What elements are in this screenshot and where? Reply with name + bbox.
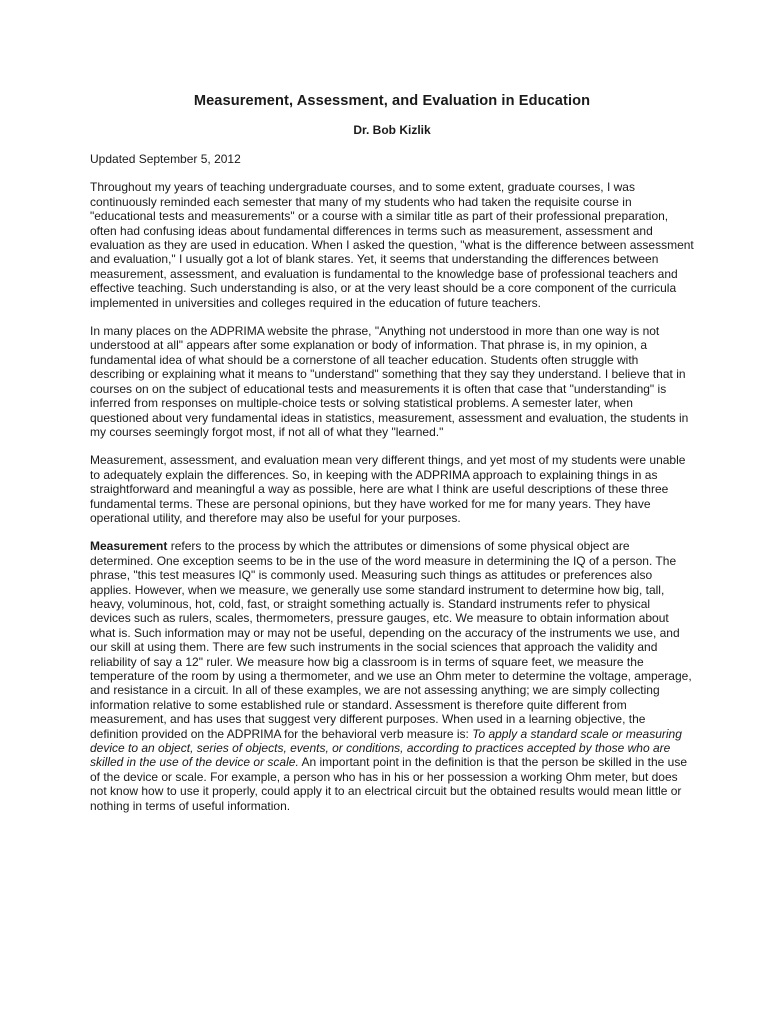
measurement-text-before-quote: refers to the process by which the attributes or dimensions of some physical object are determined. One exception seems to be in the use of the word measure in determining the IQ of a person. The phrase, "this test measures IQ" is commonly used. Measuring such things as attitudes or preferences also applies. However, when we measure, we generally use some standard instrument to determine how big, tall, heavy, voluminous, hot, cold, fast, or straight something actually is. Standard instruments refer to physical devices such as rulers, scales, thermometers, pressure gauges, etc. We measure to obtain information about what is. Such information may or may not be useful, depending on the accuracy of the instruments we use, and our skill at using them. There are few such instruments in the social sciences that approach the validity and reliability of say a 12" ruler. We measure how big a classroom is in terms of square feet, we measure the temperature of the room by using a thermometer, and we use an Ohm meter to determine the voltage, amperage, and resistance in a circuit. In all of these examples, we are not assessing anything; we are simply collecting information relative to some established rule or standard. Assessment is therefore quite different from measurement, and has uses that suggest very different purposes. When used in a learning objective, the definition provided on the ADPRIMA for the behavioral verb measure is: — [90, 539, 692, 741]
measurement-text-after-quote: An important point in the definition is that the person be skilled in the use of the device or scale. For example, a person who has in his or her possession a working Ohm meter, but does not know how to use it properly, could apply it to an electrical circuit but the obtained results would mean little or nothing in terms of useful information. — [90, 755, 688, 813]
document-updated-date: Updated September 5, 2012 — [90, 152, 241, 166]
document-title: Measurement, Assessment, and Evaluation in Education — [193, 93, 591, 109]
measurement-term: Measurement — [90, 539, 168, 554]
paragraph-measurement — [90, 539, 694, 813]
paragraph-understanding: In many places on the ADPRIMA website the phrase, "Anything not understood in more than one way is not understood at all" appears after some explanation or body of information. That phrase is, in my opinion, a fundamental idea of what should be a cornerstone of all teacher education. Students often struggle with describing or explaining what it means to "understand" something that they say they understand. I believe that in courses on on the subject of educational tests and measurements it is often that case that "understanding" is inferred from responses on multiple-choice tests or solving statistical problems. A semester later, when questioned about very fundamental ideas in statistics, measurement, assessment and evaluation, the students in my courses seemingly forgot most, if not all of what they "learned." — [90, 324, 689, 439]
paragraph-intro: Throughout my years of teaching undergraduate courses, and to some extent, graduate courses, I was continuously reminded each semester that many of my students who had taken the requisite course in "educational tests and measurements" or a course with a similar title as part of their professional preparation, often had confusing ideas about fundamental differences in terms such as measurement, assessment and evaluation as they are used in education. When I asked the question, "what is the difference between assessment and evaluation," I usually got a lot of blank stares. Yet, it seems that understanding the differences between measurement, assessment, and evaluation is fundamental to the knowledge base of professional teachers and effective teaching. Such understanding is also, or at the very least should be a core component of the curricula implemented in universities and colleges required in the education of future teachers. — [90, 180, 694, 310]
document-author: Dr. Bob Kizlik — [353, 123, 431, 137]
measurement-definition-quote: To apply a standard scale or measuring device to an object, series of objects, events, or conditions, according to practices accepted by those who are skilled in the use of the device or scale. — [90, 726, 682, 770]
paragraph-definitions: Measurement, assessment, and evaluation mean very different things, and yet most of my students were unable to adequately explain the differences. So, in keeping with the ADPRIMA approach to explaining things in as straightforward and meaningful a way as possible, here are what I think are useful descriptions of these three fundamental terms. These are personal opinions, but they have worked for me for many years. They have operational utility, and therefore may also be useful for your purposes. — [90, 453, 686, 525]
